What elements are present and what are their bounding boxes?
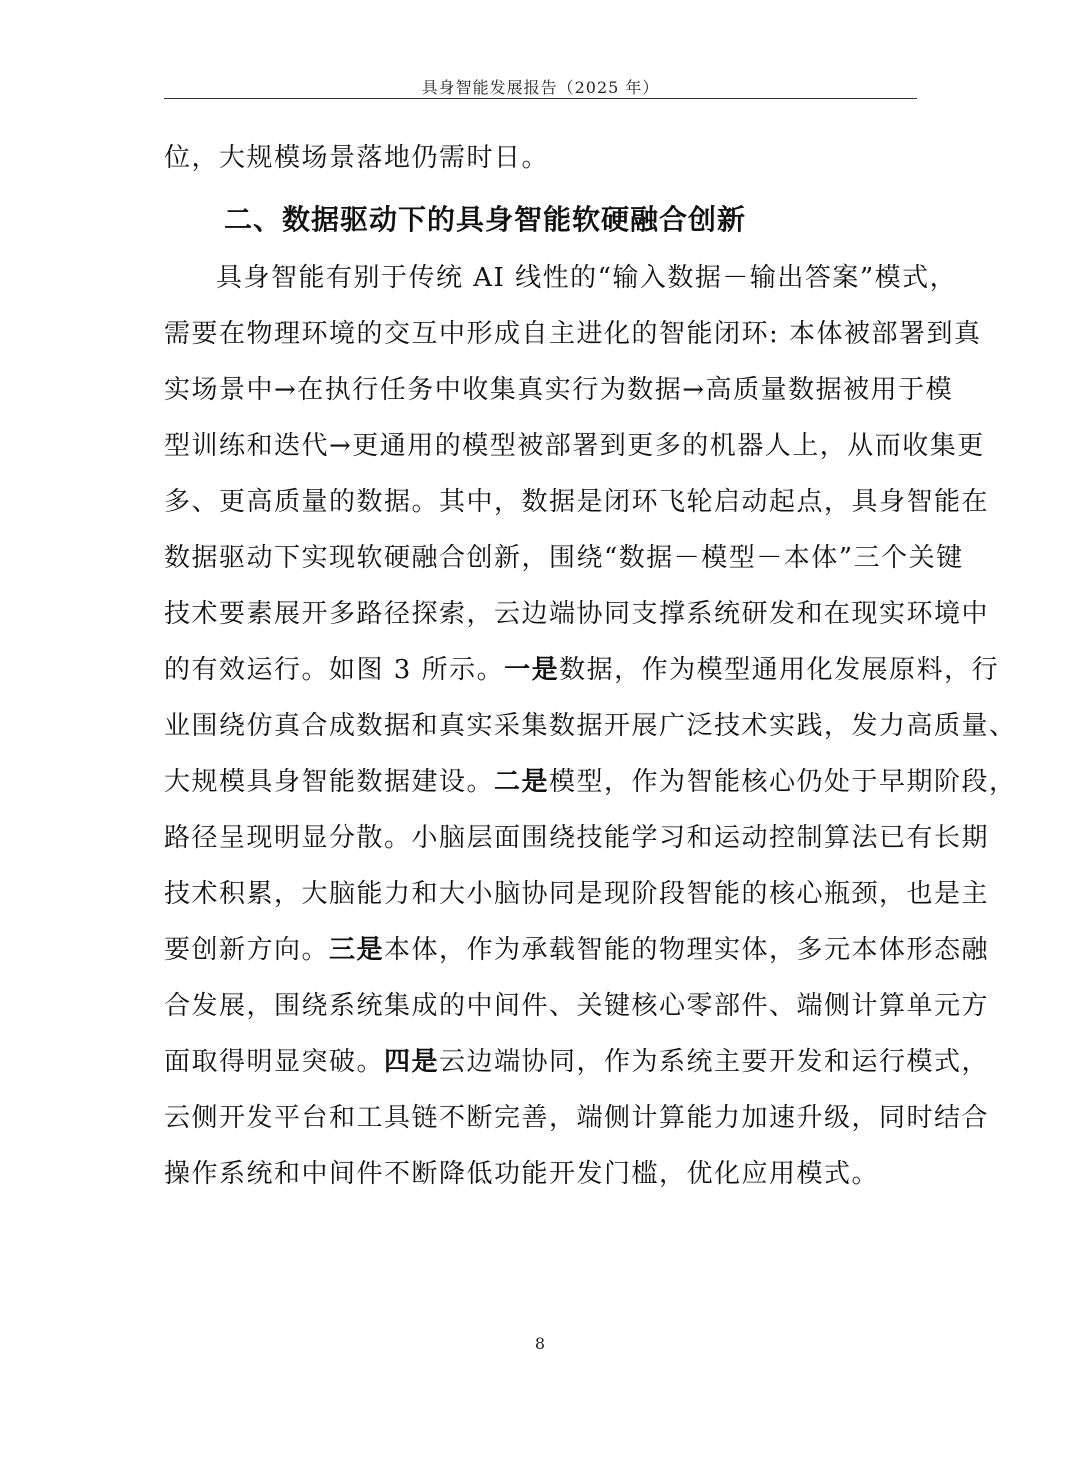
- header-rule: [164, 98, 917, 99]
- paragraph-line: [164, 754, 1017, 810]
- line-text: 本体，作为承载智能的物理实体，多元本体形态融: [384, 935, 990, 965]
- line-text: 云边端协同，作为系统主要开发和运行模式，: [439, 1047, 990, 1077]
- running-header: 具身智能发展报告（2025 年）: [421, 78, 660, 97]
- keyword-third: 三是: [329, 935, 385, 965]
- paragraph-line: 技术积累，大脑能力和大小脑协同是现阶段智能的核心瓶颈，也是主: [164, 879, 990, 909]
- page-number: 8: [534, 1334, 546, 1353]
- paragraph-line: 云侧开发平台和工具链不断完善，端侧计算能力加速升级，同时结合: [164, 1103, 990, 1133]
- line-text: 大规模具身智能数据建设。: [164, 767, 495, 797]
- line-text: 面取得明显突破。: [164, 1047, 385, 1077]
- paragraph-line: 数据驱动下实现软硬融合创新，围绕“数据－模型－本体”三个关键: [164, 543, 964, 573]
- paragraph-line: 合发展，围绕系统集成的中间件、关键核心零部件、端侧计算单元方: [164, 991, 990, 1021]
- line-text: 的有效运行。如图 3 所示。: [164, 655, 505, 685]
- line-text: 要创新方向。: [164, 935, 330, 965]
- keyword-first: 一是: [504, 655, 560, 685]
- paragraph-line: 型训练和迭代→更通用的模型被部署到更多的机器人上，从而收集更: [164, 431, 985, 461]
- paragraph-line: 操作系统和中间件不断降低功能开发门槛，优化应用模式。: [164, 1159, 880, 1189]
- paragraph-line: [164, 1034, 990, 1090]
- paragraph-line: 位，大规模场景落地仍需时日。: [164, 143, 550, 173]
- paragraph-line: 业围绕仿真合成数据和真实采集数据开展广泛技术实践，发力高质量、: [164, 711, 1017, 741]
- paragraph-line: 实场景中→在执行任务中收集真实行为数据→高质量数据被用于模: [164, 375, 954, 405]
- paragraph-line: 路径呈现明显分散。小脑层面围绕技能学习和运动控制算法已有长期: [164, 823, 990, 853]
- keyword-fourth: 四是: [384, 1047, 440, 1077]
- paragraph-line: 技术要素展开多路径探索，云边端协同支撑系统研发和在现实环境中: [164, 599, 990, 629]
- paragraph-line: 需要在物理环境的交互中形成自主进化的智能闭环: 本体被部署到真: [164, 319, 982, 349]
- paragraph-line: 多、更高质量的数据。其中，数据是闭环飞轮启动起点，具身智能在: [164, 487, 990, 517]
- keyword-second: 二是: [494, 767, 550, 797]
- paragraph-line: [164, 642, 1000, 698]
- paragraph-line: 具身智能有别于传统 AI 线性的“输入数据－输出答案”模式，: [216, 263, 958, 293]
- paragraph-line: [164, 922, 990, 978]
- line-text: 数据，作为模型通用化发展原料，行: [559, 655, 1000, 685]
- section-heading: 二、数据驱动下的具身智能软硬融合创新: [224, 203, 747, 236]
- line-text: 模型，作为智能核心仍处于早期阶段，: [549, 767, 1017, 797]
